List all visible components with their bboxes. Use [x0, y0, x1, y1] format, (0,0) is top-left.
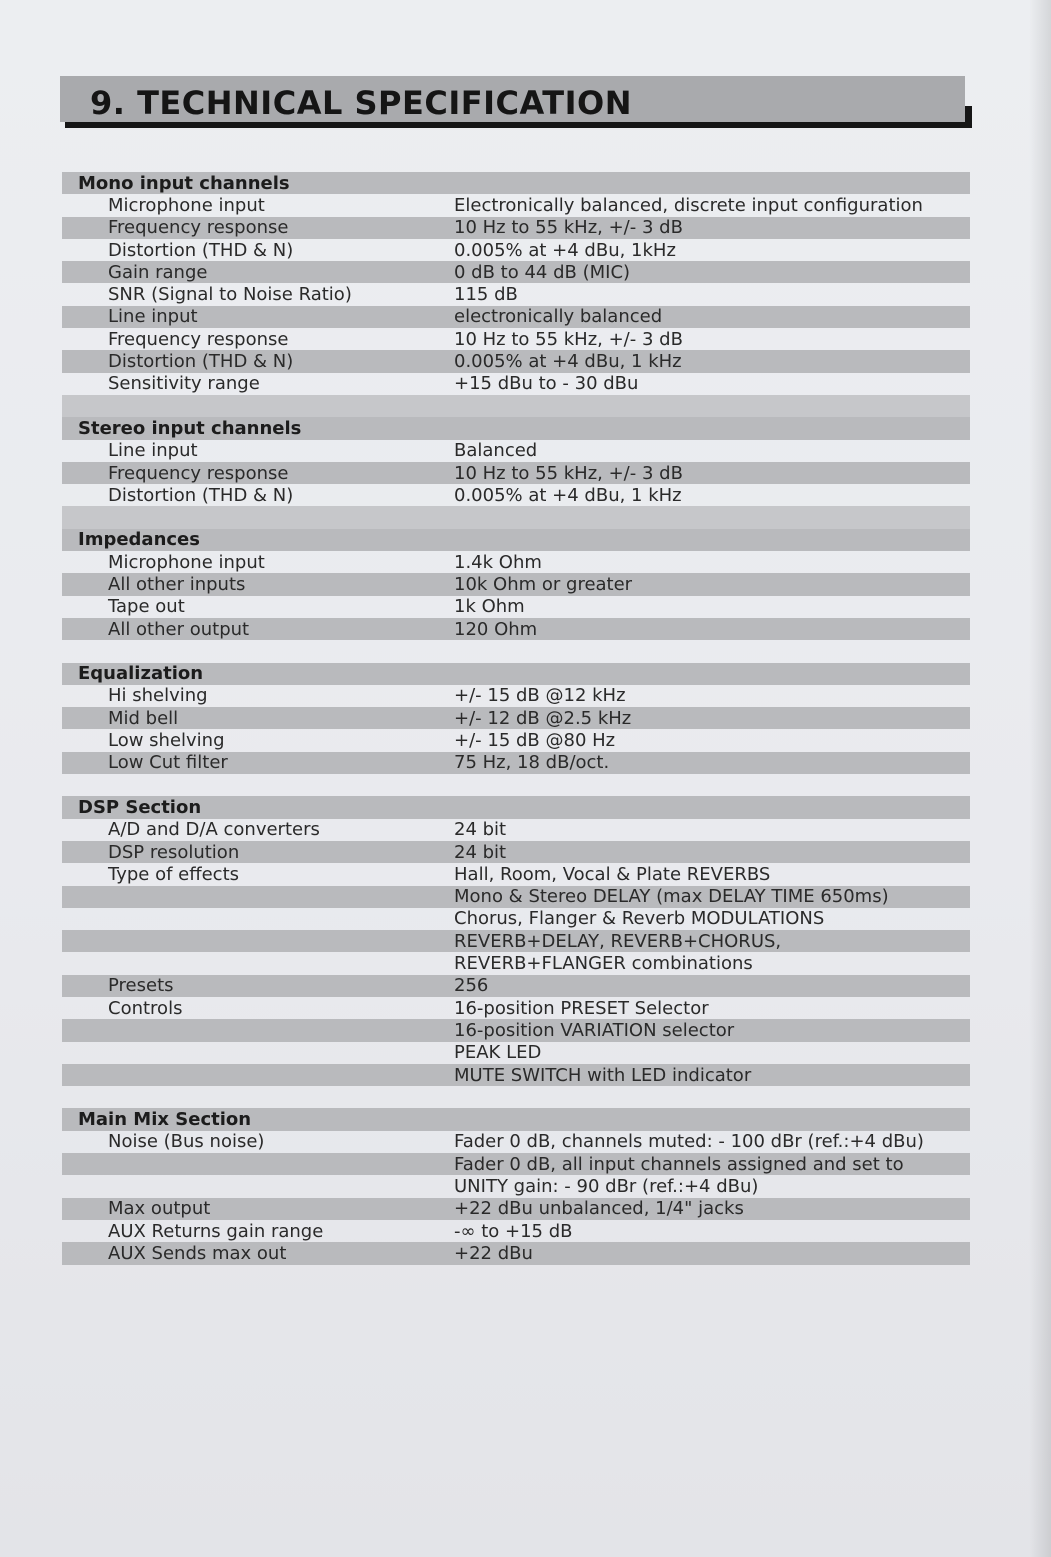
spec-name: AUX Sends max out	[108, 1242, 287, 1264]
spec-name: Distortion (THD & N)	[108, 351, 294, 373]
spec-value: 16-position PRESET Selector	[454, 997, 709, 1019]
section-spacer	[62, 1086, 970, 1108]
spec-value: 120 Ohm	[454, 618, 538, 640]
section-title: Stereo input channels	[78, 417, 302, 439]
spec-row	[62, 1019, 970, 1041]
spec-name: Low Cut filter	[108, 752, 228, 774]
spec-value: +/- 15 dB @80 Hz	[454, 730, 616, 752]
section-spacer	[62, 774, 970, 796]
section-title: DSP Section	[78, 796, 202, 818]
spec-value: +22 dBu	[454, 1242, 533, 1264]
spec-row	[62, 239, 970, 261]
spec-row	[62, 306, 970, 328]
spec-value: 0 dB to 44 dB (MIC)	[454, 261, 631, 283]
spec-row	[62, 952, 970, 974]
section-title: Main Mix Section	[78, 1109, 252, 1131]
spec-value: 10 Hz to 55 kHz, +/- 3 dB	[454, 217, 683, 239]
section-spacer	[62, 506, 970, 528]
heading-corner-rule	[965, 106, 972, 128]
spec-value: 115 dB	[454, 284, 518, 306]
spec-row	[62, 618, 970, 640]
section-header	[62, 529, 970, 551]
spec-value: Hall, Room, Vocal & Plate REVERBS	[454, 863, 771, 885]
spec-row	[62, 886, 970, 908]
spec-row	[62, 841, 970, 863]
spec-value: 24 bit	[454, 819, 507, 841]
spec-value: 256	[454, 975, 489, 997]
spec-name: All other output	[108, 618, 250, 640]
spec-name: DSP resolution	[108, 841, 240, 863]
section-spacer	[62, 640, 970, 662]
spec-row	[62, 261, 970, 283]
spec-name: Distortion (THD & N)	[108, 484, 294, 506]
spec-row	[62, 863, 970, 885]
spec-value: 1k Ohm	[454, 596, 525, 618]
spec-value: 16-position VARIATION selector	[454, 1019, 735, 1041]
spec-value: REVERB+FLANGER combinations	[454, 953, 753, 975]
spec-value: +22 dBu unbalanced, 1/4" jacks	[454, 1198, 744, 1220]
section-header	[62, 1108, 970, 1130]
spec-row	[62, 1131, 970, 1153]
spec-value: Balanced	[454, 440, 538, 462]
spec-value: 10 Hz to 55 kHz, +/- 3 dB	[454, 328, 683, 350]
spec-row	[62, 1220, 970, 1242]
spec-name: Line input	[108, 440, 198, 462]
spec-row	[62, 752, 970, 774]
section-header	[62, 663, 970, 685]
spec-row	[62, 930, 970, 952]
spec-row	[62, 1042, 970, 1064]
spec-name: AUX Returns gain range	[108, 1220, 324, 1242]
spec-value: +15 dBu to - 30 dBu	[454, 373, 639, 395]
spec-row	[62, 1153, 970, 1175]
spec-value: MUTE SWITCH with LED indicator	[454, 1064, 752, 1086]
spec-name: Microphone input	[108, 194, 265, 216]
spec-value: REVERB+DELAY, REVERB+CHORUS,	[454, 930, 782, 952]
spec-value: Electronically balanced, discrete input configuration	[454, 194, 923, 216]
spec-name: Line input	[108, 306, 198, 328]
section-title: Equalization	[78, 663, 204, 685]
spec-name: Type of effects	[108, 863, 240, 885]
spec-row	[62, 573, 970, 595]
spec-value: Mono & Stereo DELAY (max DELAY TIME 650ms)	[454, 886, 889, 908]
spec-row	[62, 997, 970, 1019]
spec-name: Microphone input	[108, 551, 265, 573]
spec-row	[62, 484, 970, 506]
spec-name: Distortion (THD & N)	[108, 239, 294, 261]
spec-value: +/- 15 dB @12 kHz	[454, 685, 626, 707]
spec-row	[62, 707, 970, 729]
spec-row	[62, 350, 970, 372]
spec-name: Frequency response	[108, 462, 289, 484]
section-header	[62, 417, 970, 439]
spec-row	[62, 819, 970, 841]
spec-row	[62, 462, 970, 484]
spec-name: Gain range	[108, 261, 208, 283]
spec-row	[62, 729, 970, 751]
spec-value: 0.005% at +4 dBu, 1 kHz	[454, 484, 682, 506]
spec-name: Frequency response	[108, 328, 289, 350]
spec-name: Presets	[108, 975, 174, 997]
spec-row	[62, 328, 970, 350]
spec-value: Chorus, Flanger & Reverb MODULATIONS	[454, 908, 825, 930]
section-spacer	[62, 395, 970, 417]
page-edge-shadow	[1029, 0, 1051, 1557]
spec-row	[62, 1175, 970, 1197]
spec-value: 75 Hz, 18 dB/oct.	[454, 752, 610, 774]
spec-row	[62, 975, 970, 997]
spec-value: 0.005% at +4 dBu, 1kHz	[454, 239, 676, 261]
spec-row	[62, 373, 970, 395]
spec-row	[62, 908, 970, 930]
spec-value: electronically balanced	[454, 306, 663, 328]
section-header	[62, 172, 970, 194]
spec-value: UNITY gain: - 90 dBr (ref.:+4 dBu)	[454, 1176, 759, 1197]
spec-value: 10k Ohm or greater	[454, 573, 633, 595]
spec-row	[62, 283, 970, 305]
spec-value: +/- 12 dB @2.5 kHz	[454, 707, 632, 729]
spec-name: All other inputs	[108, 573, 246, 595]
spec-row	[62, 194, 970, 216]
spec-name: Hi shelving	[108, 685, 208, 707]
spec-row	[62, 440, 970, 462]
spec-name: Low shelving	[108, 730, 225, 752]
spec-value: Fader 0 dB, channels muted: - 100 dBr (ref.:+4 dBu)	[454, 1131, 924, 1153]
spec-value: 0.005% at +4 dBu, 1 kHz	[454, 351, 682, 373]
spec-value: 24 bit	[454, 841, 507, 863]
spec-row	[62, 1064, 970, 1086]
section-title: Impedances	[78, 529, 200, 551]
spec-name: Max output	[108, 1198, 211, 1220]
spec-row	[62, 551, 970, 573]
section-heading	[60, 76, 972, 142]
spec-row	[62, 1198, 970, 1220]
spec-name: Sensitivity range	[108, 373, 260, 395]
spec-name: Mid bell	[108, 707, 179, 729]
spec-value: -∞ to +15 dB	[454, 1220, 573, 1242]
spec-name: Noise (Bus noise)	[108, 1131, 265, 1153]
spec-value: PEAK LED	[454, 1042, 542, 1064]
spec-value: 1.4k Ohm	[454, 551, 542, 573]
page-title: 9. TECHNICAL SPECIFICATION	[90, 84, 632, 122]
spec-row	[62, 685, 970, 707]
spec-name: Frequency response	[108, 217, 289, 239]
section-header	[62, 796, 970, 818]
spec-name: Controls	[108, 997, 183, 1019]
heading-underline	[65, 122, 972, 128]
spec-value: 10 Hz to 55 kHz, +/- 3 dB	[454, 462, 683, 484]
spec-name: SNR (Signal to Noise Ratio)	[108, 284, 352, 306]
spec-row	[62, 217, 970, 239]
spec-row	[62, 596, 970, 618]
spec-name: A/D and D/A converters	[108, 819, 320, 841]
spec-row	[62, 1242, 970, 1264]
section-title: Mono input channels	[78, 172, 290, 194]
specification-table	[62, 172, 970, 1265]
spec-name: Tape out	[108, 596, 185, 618]
spec-value: Fader 0 dB, all input channels assigned and set to	[454, 1153, 904, 1175]
